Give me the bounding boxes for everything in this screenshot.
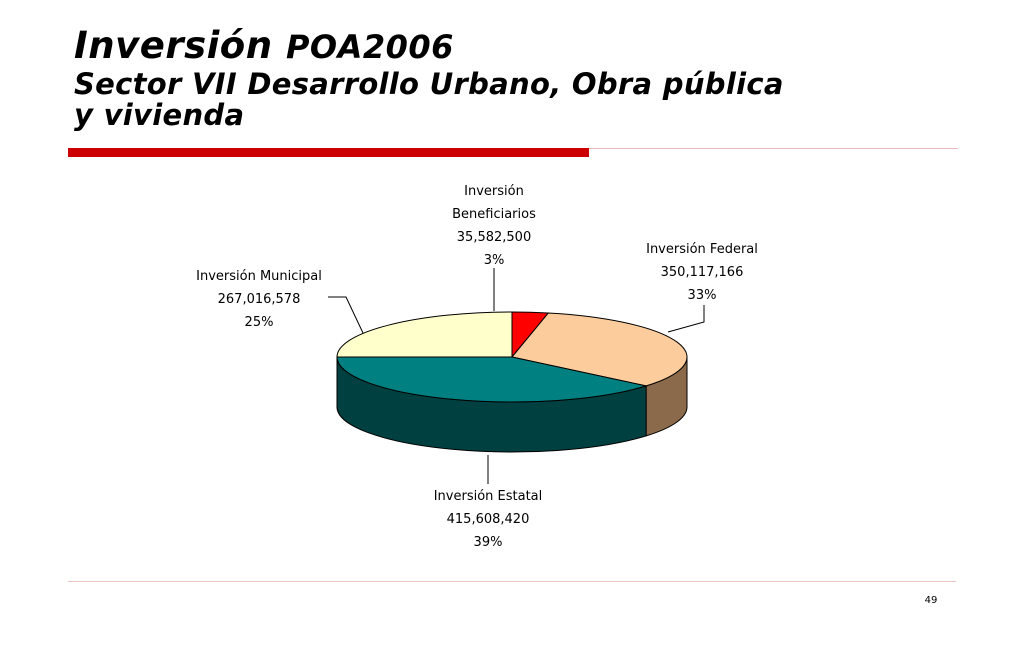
label-federal — [646, 242, 758, 303]
label-estatal-value: 415,608,420 — [446, 512, 530, 527]
label-municipal-name: Inversión Municipal — [196, 269, 322, 284]
label-estatal-percent: 39% — [473, 535, 503, 550]
title-poa: POA2006 — [285, 28, 454, 66]
subtitle-line-2: y vivienda — [74, 98, 245, 132]
label-beneficiarios-value: 35,582,500 — [456, 230, 532, 245]
label-estatal — [434, 489, 543, 550]
label-beneficiarios-name-1: Inversión — [464, 184, 524, 199]
subtitle-line-1: Sector VII Desarrollo Urbano, Obra pública — [74, 67, 784, 101]
label-estatal-name: Inversión Estatal — [433, 489, 543, 504]
label-municipal — [196, 269, 322, 330]
label-federal-value: 350,117,166 — [660, 265, 744, 280]
leader-line-municipal — [328, 297, 363, 333]
pie-slice-municipal — [337, 312, 512, 357]
label-federal-name: Inversión Federal — [646, 242, 758, 257]
page-number: 49 — [924, 595, 938, 606]
label-municipal-value: 267,016,578 — [217, 292, 301, 307]
label-beneficiarios — [452, 184, 536, 268]
label-federal-percent: 33% — [687, 288, 717, 303]
label-beneficiarios-percent: 3% — [483, 253, 505, 268]
title-main: Inversión — [74, 24, 273, 67]
leader-line-federal — [668, 305, 704, 332]
label-beneficiarios-name-2: Beneficiarios — [452, 207, 536, 222]
label-municipal-percent: 25% — [244, 315, 274, 330]
pie-tops — [337, 312, 687, 402]
footer-rule — [68, 581, 956, 582]
